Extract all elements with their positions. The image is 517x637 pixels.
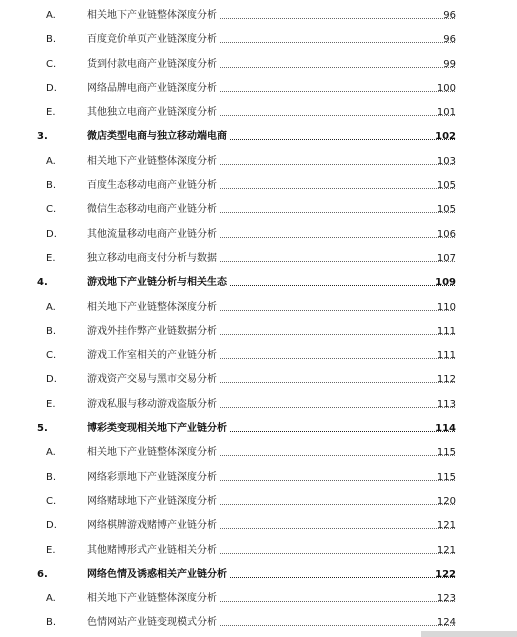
toc-entry-row[interactable] bbox=[0, 247, 517, 271]
toc-entry-number: A. bbox=[46, 593, 56, 605]
toc-page-number: 96 bbox=[443, 34, 456, 46]
table-of-contents bbox=[0, 4, 517, 636]
toc-entry-title-wrap bbox=[87, 611, 455, 635]
toc-page-number: 123 bbox=[436, 593, 456, 605]
toc-entry-title[interactable]: 游戏工作室相关的产业链分析 bbox=[87, 350, 217, 362]
toc-entry-number: 5. bbox=[37, 423, 48, 435]
toc-entry-row[interactable] bbox=[0, 514, 517, 538]
toc-entry-title-wrap bbox=[87, 125, 455, 149]
toc-page-number: 122 bbox=[435, 568, 456, 580]
toc-page-number: 111 bbox=[436, 325, 456, 337]
toc-entry-number: E. bbox=[46, 544, 56, 556]
toc-entry-title[interactable]: 其他独立电商产业链深度分析 bbox=[87, 107, 217, 119]
toc-entry-number: B. bbox=[46, 34, 57, 46]
toc-page-number: 121 bbox=[436, 544, 456, 556]
toc-entry-title[interactable]: 博彩类变现相关地下产业链分析 bbox=[87, 423, 227, 435]
toc-entry-title-wrap bbox=[87, 368, 455, 392]
toc-entry-row[interactable] bbox=[0, 344, 517, 368]
toc-entry-title[interactable]: 独立移动电商支付分析与数据 bbox=[87, 252, 217, 264]
toc-entry-number: D. bbox=[46, 82, 57, 94]
toc-page-number: 110 bbox=[436, 301, 456, 313]
toc-entry-number: E. bbox=[46, 252, 56, 264]
toc-entry-row[interactable] bbox=[0, 490, 517, 514]
toc-entry-number: C. bbox=[46, 58, 57, 70]
toc-entry-row[interactable] bbox=[0, 441, 517, 465]
toc-entry-title-wrap bbox=[87, 296, 455, 320]
toc-entry-title-wrap bbox=[87, 539, 455, 563]
toc-page-number: 107 bbox=[436, 252, 456, 264]
toc-entry-title[interactable]: 网络棋牌游戏赌博产业链分析 bbox=[87, 520, 217, 532]
toc-entry-row[interactable] bbox=[0, 223, 517, 247]
toc-page-number: 111 bbox=[436, 350, 456, 362]
toc-section-row[interactable] bbox=[0, 563, 517, 587]
toc-entry-number: E. bbox=[46, 398, 56, 410]
toc-entry-row[interactable] bbox=[0, 77, 517, 101]
toc-entry-title-wrap bbox=[87, 466, 455, 490]
toc-entry-title[interactable]: 微店类型电商与独立移动端电商 bbox=[87, 131, 227, 143]
toc-entry-row[interactable] bbox=[0, 587, 517, 611]
toc-entry-title-wrap bbox=[87, 417, 455, 441]
toc-entry-title[interactable]: 其他流量移动电商产业链分析 bbox=[87, 228, 217, 240]
toc-entry-number: D. bbox=[46, 520, 57, 532]
toc-entry-title-wrap bbox=[87, 587, 455, 611]
toc-entry-title-wrap bbox=[87, 344, 455, 368]
toc-entry-title-wrap bbox=[87, 101, 455, 125]
toc-page-number: 113 bbox=[436, 398, 456, 410]
toc-entry-row[interactable] bbox=[0, 466, 517, 490]
toc-page-number: 120 bbox=[436, 495, 456, 507]
toc-entry-title-wrap bbox=[87, 563, 455, 587]
toc-entry-title[interactable]: 微信生态移动电商产业链分析 bbox=[87, 204, 217, 216]
toc-entry-number: B. bbox=[46, 325, 57, 337]
toc-entry-number: A. bbox=[46, 301, 56, 313]
toc-entry-title-wrap bbox=[87, 514, 455, 538]
toc-entry-title[interactable]: 游戏资产交易与黑市交易分析 bbox=[87, 374, 217, 386]
toc-page-number: 105 bbox=[436, 180, 456, 192]
toc-entry-title[interactable]: 网络品牌电商产业链深度分析 bbox=[87, 82, 217, 94]
toc-entry-number: D. bbox=[46, 374, 57, 386]
toc-entry-title[interactable]: 网络色情及诱惑相关产业链分析 bbox=[87, 568, 227, 580]
toc-page-number: 102 bbox=[435, 131, 456, 143]
toc-entry-row[interactable] bbox=[0, 28, 517, 52]
toc-entry-title[interactable]: 相关地下产业链整体深度分析 bbox=[87, 447, 217, 459]
toc-entry-number: A. bbox=[46, 155, 56, 167]
toc-entry-number: 4. bbox=[37, 277, 48, 289]
toc-section-row[interactable] bbox=[0, 125, 517, 149]
toc-entry-title[interactable]: 货到付款电商产业链深度分析 bbox=[87, 58, 217, 70]
toc-entry-title-wrap bbox=[87, 174, 455, 198]
toc-entry-title[interactable]: 相关地下产业链整体深度分析 bbox=[87, 593, 217, 605]
toc-entry-number: D. bbox=[46, 228, 57, 240]
toc-page-number: 109 bbox=[435, 277, 456, 289]
toc-entry-row[interactable] bbox=[0, 101, 517, 125]
toc-entry-title[interactable]: 网络赌球地下产业链深度分析 bbox=[87, 495, 217, 507]
toc-page-number: 124 bbox=[436, 617, 456, 629]
toc-entry-title[interactable]: 其他赌博形式产业链相关分析 bbox=[87, 544, 217, 556]
toc-section-row[interactable] bbox=[0, 417, 517, 441]
toc-page-number: 105 bbox=[436, 204, 456, 216]
toc-entry-title-wrap bbox=[87, 247, 455, 271]
toc-page-number: 106 bbox=[436, 228, 456, 240]
toc-page-number: 96 bbox=[443, 10, 456, 21]
toc-entry-number: B. bbox=[46, 471, 57, 483]
toc-entry-title-wrap bbox=[87, 198, 455, 222]
toc-page-number: 115 bbox=[436, 447, 456, 459]
toc-page-number: 100 bbox=[436, 82, 456, 94]
toc-entry-title-wrap bbox=[87, 4, 455, 28]
toc-section-row[interactable] bbox=[0, 271, 517, 295]
toc-entry-row[interactable] bbox=[0, 198, 517, 222]
toc-entry-title[interactable]: 百度生态移动电商产业链分析 bbox=[87, 180, 217, 192]
toc-entry-number: E. bbox=[46, 107, 56, 119]
toc-entry-title-wrap bbox=[87, 223, 455, 247]
toc-entry-title-wrap bbox=[87, 441, 455, 465]
scrollbar-corner[interactable] bbox=[421, 631, 517, 637]
toc-entry-number: C. bbox=[46, 204, 57, 216]
toc-entry-title[interactable]: 相关地下产业链整体深度分析 bbox=[87, 301, 217, 313]
toc-entry-number: B. bbox=[46, 617, 57, 629]
toc-entry-number: B. bbox=[46, 180, 57, 192]
toc-entry-number: C. bbox=[46, 350, 57, 362]
toc-entry-number: 3. bbox=[37, 131, 48, 143]
toc-entry-number: 6. bbox=[37, 568, 48, 580]
toc-entry-row[interactable] bbox=[0, 53, 517, 77]
toc-entry-title-wrap bbox=[87, 320, 455, 344]
toc-entry-title-wrap bbox=[87, 77, 455, 101]
toc-entry-number: C. bbox=[46, 495, 57, 507]
toc-entry-title[interactable]: 色情网站产业链变现模式分析 bbox=[87, 617, 217, 629]
toc-entry-row[interactable] bbox=[0, 539, 517, 563]
toc-entry-title[interactable]: 百度竞价单页产业链深度分析 bbox=[87, 34, 217, 46]
toc-entry-title[interactable]: 相关地下产业链整体深度分析 bbox=[87, 10, 217, 21]
toc-page-number: 114 bbox=[435, 423, 456, 435]
toc-page-number: 121 bbox=[436, 520, 456, 532]
toc-entry-row[interactable] bbox=[0, 320, 517, 344]
toc-entry-title[interactable]: 游戏地下产业链分析与相关生态 bbox=[87, 277, 227, 289]
toc-entry-title-wrap bbox=[87, 271, 455, 295]
toc-entry-title-wrap bbox=[87, 53, 455, 77]
toc-entry-number: A. bbox=[46, 10, 56, 21]
toc-entry-title[interactable]: 游戏外挂作弊产业链数据分析 bbox=[87, 325, 217, 337]
toc-entry-row[interactable] bbox=[0, 4, 517, 28]
toc-page-number: 103 bbox=[436, 155, 456, 167]
toc-page-number: 101 bbox=[436, 107, 456, 119]
toc-entry-title[interactable]: 游戏私服与移动游戏盗版分析 bbox=[87, 398, 217, 410]
toc-entry-row[interactable] bbox=[0, 150, 517, 174]
toc-entry-title-wrap bbox=[87, 28, 455, 52]
toc-page-number: 99 bbox=[443, 58, 456, 70]
toc-entry-row[interactable] bbox=[0, 368, 517, 392]
toc-entry-row[interactable] bbox=[0, 174, 517, 198]
toc-entry-title[interactable]: 相关地下产业链整体深度分析 bbox=[87, 155, 217, 167]
toc-entry-title-wrap bbox=[87, 490, 455, 514]
toc-page-number: 112 bbox=[436, 374, 456, 386]
toc-entry-number: A. bbox=[46, 447, 56, 459]
toc-entry-row[interactable] bbox=[0, 393, 517, 417]
toc-entry-title-wrap bbox=[87, 393, 455, 417]
toc-entry-row[interactable] bbox=[0, 296, 517, 320]
toc-entry-title-wrap bbox=[87, 150, 455, 174]
toc-entry-title[interactable]: 网络彩票地下产业链深度分析 bbox=[87, 471, 217, 483]
toc-page-number: 115 bbox=[436, 471, 456, 483]
